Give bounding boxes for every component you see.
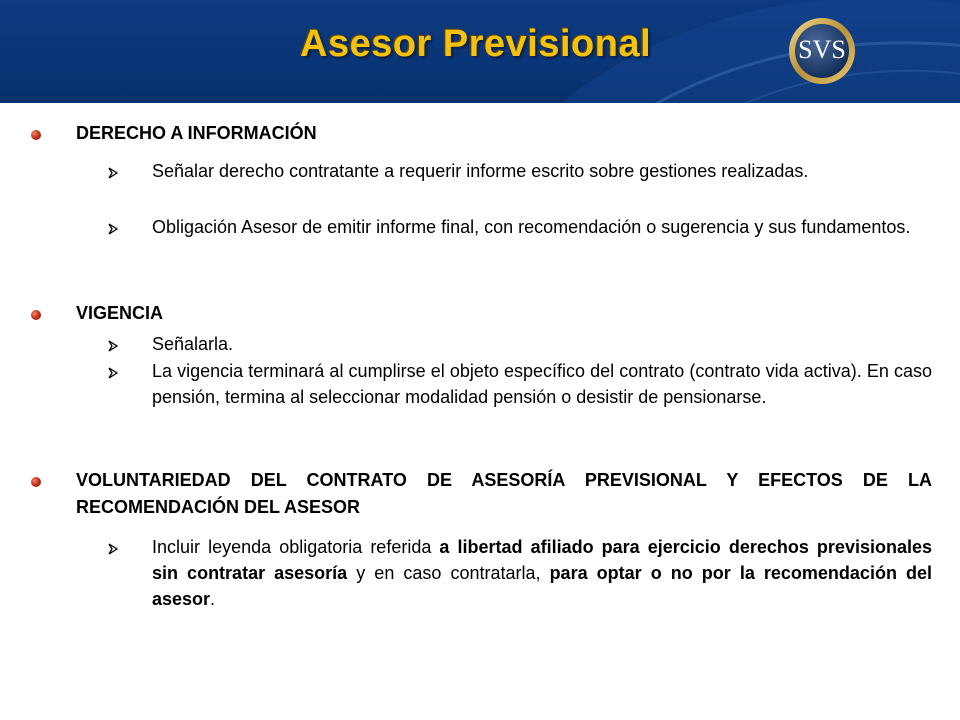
item-text: y en caso contratarla, [347,563,550,583]
arrow-bullet-icon [107,366,119,380]
list-item: Señalar derecho contratante a requerir informe escrito sobre gestiones realizadas. [152,161,809,181]
item-text-bold: a libertad afiliado para ejercicio derechos previsionales sin contratar asesoría [152,537,932,583]
svs-logo-text: SVS [798,35,846,64]
list-item: Obligación Asesor de emitir informe final, con recomendación o sugerencia y sus fundamentos. [152,217,911,237]
section-bullet-icon [31,130,41,140]
item-text: . [210,589,216,609]
list-item: La vigencia terminará al cumplirse el objeto específico del contrato (contrato vida activa). En caso pensión, termina al seleccionar modalidad pensión o desistir de pensionarse. [152,361,932,407]
section-bullet-icon [31,310,41,320]
section-bullet-icon [31,477,41,487]
arrow-bullet-icon [107,339,119,353]
slide-title: Asesor Previsional [300,23,652,65]
item-text-bold: para optar o no por la recomendación del asesor [152,563,932,609]
section-heading-voluntariedad: VOLUNTARIEDAD DEL CONTRATO DE ASESORÍA PREVISIONAL Y EFECTOS DE LA RECOMENDACIÓN DEL ASESOR [76,470,932,517]
arrow-bullet-icon [107,222,119,236]
section-heading-vigencia: VIGENCIA [76,303,164,323]
section-heading-derecho-informacion: DERECHO A INFORMACIÓN [76,123,317,143]
list-item: Señalarla. [152,334,234,354]
list-item-leyenda [152,534,932,612]
item-text: Incluir leyenda obligatoria referida [152,537,440,557]
arrow-bullet-icon [107,166,119,180]
arrow-bullet-icon [107,542,119,556]
